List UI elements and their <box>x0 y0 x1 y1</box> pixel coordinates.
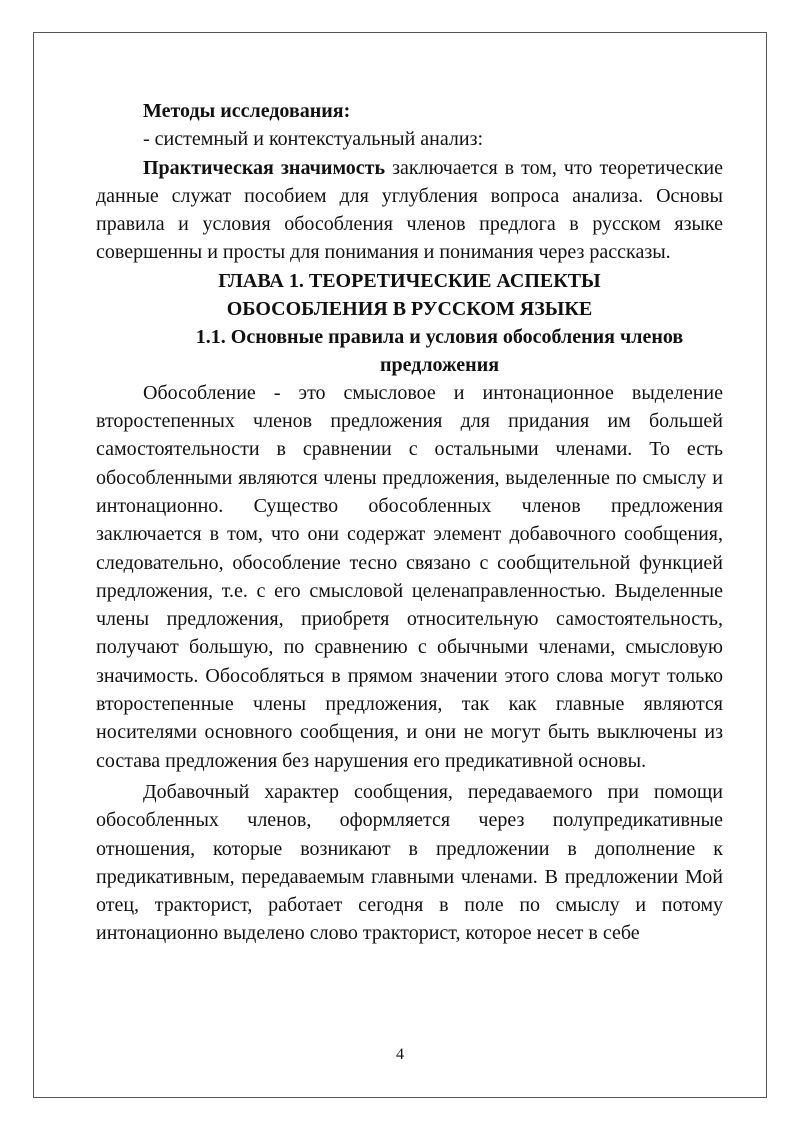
methods-heading: Методы исследования: <box>143 100 351 122</box>
section-title-line-2: предложения <box>379 353 500 376</box>
page-number: 4 <box>396 1046 404 1063</box>
body-paragraph-1: Обособление - это смысловое и интонационное выделение второстепенных членов предложения для придания им большей самостоятельности в сравнении с остальными членами. То есть обособленными являются члены предложения, выделенные по смыслу и интонационно. Существо обособленных членов предложения заключается в том, что они содержат элемент добавочного сообщения, следовательно, обособление тесно связано с сообщительной функцией предложения, т.е. с его смысловой целенаправленностью. Выделенные члены предложения, приобретя относительную самостоятельность, получают большую, по сравнению с обычными членами, смысловую значимость. Обособляться в прямом значении этого слова могут только второстепенные члены предложения, так как главные являются носителями основного сообщения, и они не могут быть выключены из состава предложения без нарушения его предикативной основы. <box>96 381 723 772</box>
section-title-line-1: 1.1. Основные правила и условия обособления членов <box>195 325 684 348</box>
methods-item: - системный и контекстуальный анализ: <box>143 128 484 151</box>
page-content <box>96 97 723 948</box>
practical-significance-paragraph <box>96 154 723 267</box>
chapter-title-line-2: ОБОСОБЛЕНИЯ В РУССКОМ ЯЗЫКЕ <box>226 297 593 320</box>
chapter-title <box>96 267 723 323</box>
practical-significance-text: заключается в том, что теоретические данные служат пособием для углубления вопроса анализа. Основы правила и условия обособления членов предлога в русском языке совершенны и просты для понимания и понимания через рассказы. <box>96 156 723 264</box>
practical-significance-lead: Практическая значимость <box>143 156 386 179</box>
chapter-title-line-1: ГЛАВА 1. ТЕОРЕТИЧЕСКИЕ АСПЕКТЫ <box>218 269 601 292</box>
body-paragraph-2: Добавочный характер сообщения, передаваемого при помощи обособленных членов, оформляется через полупредикативные отношения, которые возникают в предложении в дополнение к предикативным, передаваемым главными членами. В предложении Мой отец, тракторист, работает сегодня в поле по смыслу и потому интонационно выделено слово тракторист, которое несет в себе <box>96 780 723 945</box>
section-title <box>96 323 723 379</box>
